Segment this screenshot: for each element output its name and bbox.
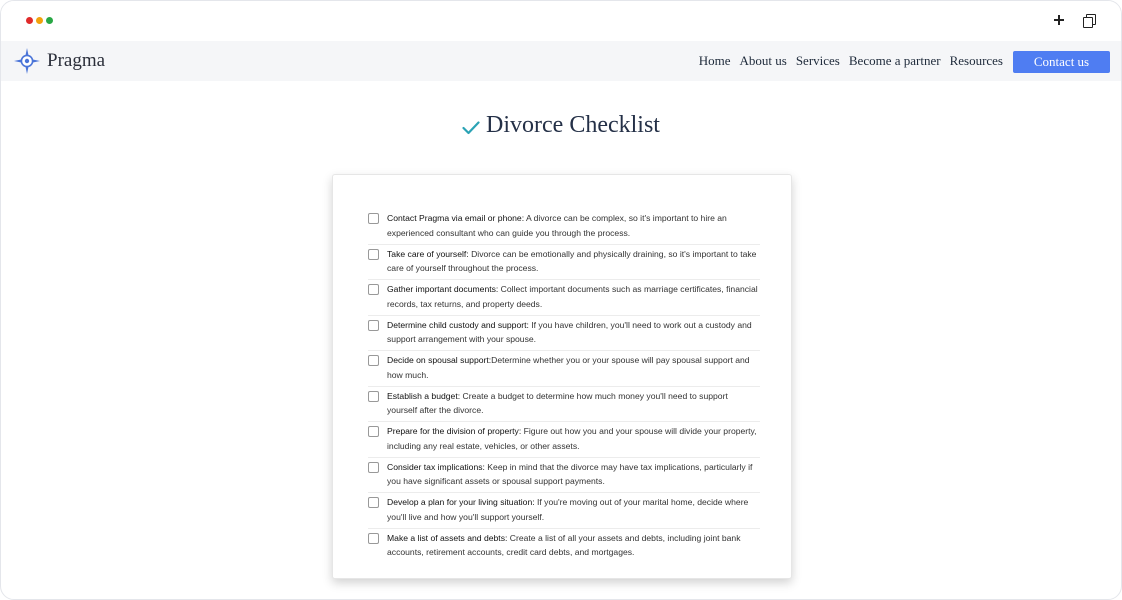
plus-icon[interactable] [1051, 12, 1067, 28]
checklist-checkbox[interactable] [368, 320, 379, 331]
checklist-item-label: Determine child custody and support: [387, 319, 529, 330]
checklist-item-description: Figure out how you and your spouse will divide your property, including any real estate, vehicles, or other assets. [387, 426, 757, 451]
pragma-logo-icon [13, 47, 41, 75]
nav-links [699, 53, 1003, 69]
checklist-checkbox[interactable] [368, 426, 379, 437]
checklist-item [368, 280, 760, 316]
checklist-checkbox[interactable] [368, 355, 379, 366]
close-dot[interactable] [26, 17, 33, 24]
checklist-item-description: If you have children, you'll need to work out a custody and support arrangement with your spouse. [387, 319, 752, 344]
checklist-item-text [387, 389, 760, 418]
page-title: Divorce Checklist [486, 112, 660, 138]
title-row [1, 112, 1121, 139]
checklist-item-text [387, 495, 760, 524]
checklist-item [368, 529, 760, 564]
checklist-item-label: Prepare for the division of property: [387, 426, 522, 436]
checklist-item-text [387, 318, 760, 347]
checklist-item-label: Establish a budget: [387, 390, 461, 401]
checklist-item-label: Consider tax implications: [387, 461, 485, 472]
window-chrome [1, 1, 1121, 41]
minimize-dot[interactable] [36, 17, 43, 24]
checklist-item-text [387, 353, 760, 382]
nav-link-about-us[interactable]: About us [739, 53, 787, 68]
checklist-checkbox[interactable] [368, 391, 379, 402]
window-dots [26, 17, 53, 24]
checklist-item [368, 387, 760, 423]
checklist-checkbox[interactable] [368, 462, 379, 473]
checklist-card [332, 174, 792, 579]
maximize-dot[interactable] [46, 17, 53, 24]
nav-link-services[interactable]: Services [795, 53, 840, 68]
checklist-item-description: Determine whether you or your spouse will pay spousal support and how much. [387, 355, 750, 380]
checklist-item [368, 458, 760, 494]
checklist [368, 209, 760, 563]
checklist-checkbox[interactable] [368, 497, 379, 508]
checklist-item-description: Create a budget to determine how much money you'll need to support yourself after the divorce. [387, 390, 728, 415]
checklist-item-description: Keep in mind that the divorce may have tax implications, particularly if you have significant assets or spousal support payments. [387, 461, 753, 486]
nav-link-home[interactable]: Home [698, 53, 731, 68]
checklist-item-description: A divorce can be complex, so it's important to hire an experienced consultant who can guide you through the process. [387, 213, 727, 238]
window-actions [1051, 12, 1097, 28]
checklist-item [368, 316, 760, 352]
brand[interactable] [13, 47, 105, 75]
checkmark-icon [462, 121, 480, 135]
checklist-item-text [387, 282, 760, 311]
checklist-item-label: Develop a plan for your living situation: [387, 497, 535, 507]
checklist-item-text [387, 531, 760, 560]
contact-us-button[interactable]: Contact us [1013, 51, 1110, 73]
checklist-item-text [387, 211, 760, 240]
checklist-item-label: Contact Pragma via email or phone: [387, 213, 525, 223]
copy-icon[interactable] [1081, 12, 1097, 28]
navbar [1, 41, 1121, 81]
nav-link-become-a-partner[interactable]: Become a partner [848, 53, 941, 68]
checklist-item-description: If you're moving out of your marital home, decide where you'll live and how you'll support yourself. [387, 497, 749, 522]
brand-name: Pragma [47, 50, 106, 71]
checklist-checkbox[interactable] [368, 249, 379, 260]
checklist-checkbox[interactable] [368, 533, 379, 544]
checklist-item-text [387, 247, 760, 276]
checklist-item-description: Collect important documents such as marriage certificates, financial records, tax returns, and property deeds. [387, 284, 758, 309]
checklist-item-text [387, 460, 760, 489]
checklist-item [368, 493, 760, 529]
checklist-item-label: Make a list of assets and debts: [387, 532, 508, 543]
checklist-item [368, 209, 760, 245]
checklist-item [368, 422, 760, 458]
checklist-item-description: Divorce can be emotionally and physically draining, so it's important to take care of yourself throughout the process. [387, 248, 757, 273]
checklist-item-description: Create a list of all your assets and debts, including joint bank accounts, retirement accounts, credit card debts, and mortgages. [387, 532, 741, 557]
checklist-item [368, 245, 760, 281]
checklist-item [368, 351, 760, 387]
checklist-item-label: Take care of yourself: [387, 248, 469, 259]
checklist-item-text [387, 424, 760, 453]
nav-link-resources[interactable]: Resources [949, 53, 1003, 68]
checklist-checkbox[interactable] [368, 213, 379, 224]
checklist-item-label: Gather important documents: [387, 284, 499, 294]
checklist-item-label: Decide on spousal support: [387, 355, 492, 365]
checklist-checkbox[interactable] [368, 284, 379, 295]
